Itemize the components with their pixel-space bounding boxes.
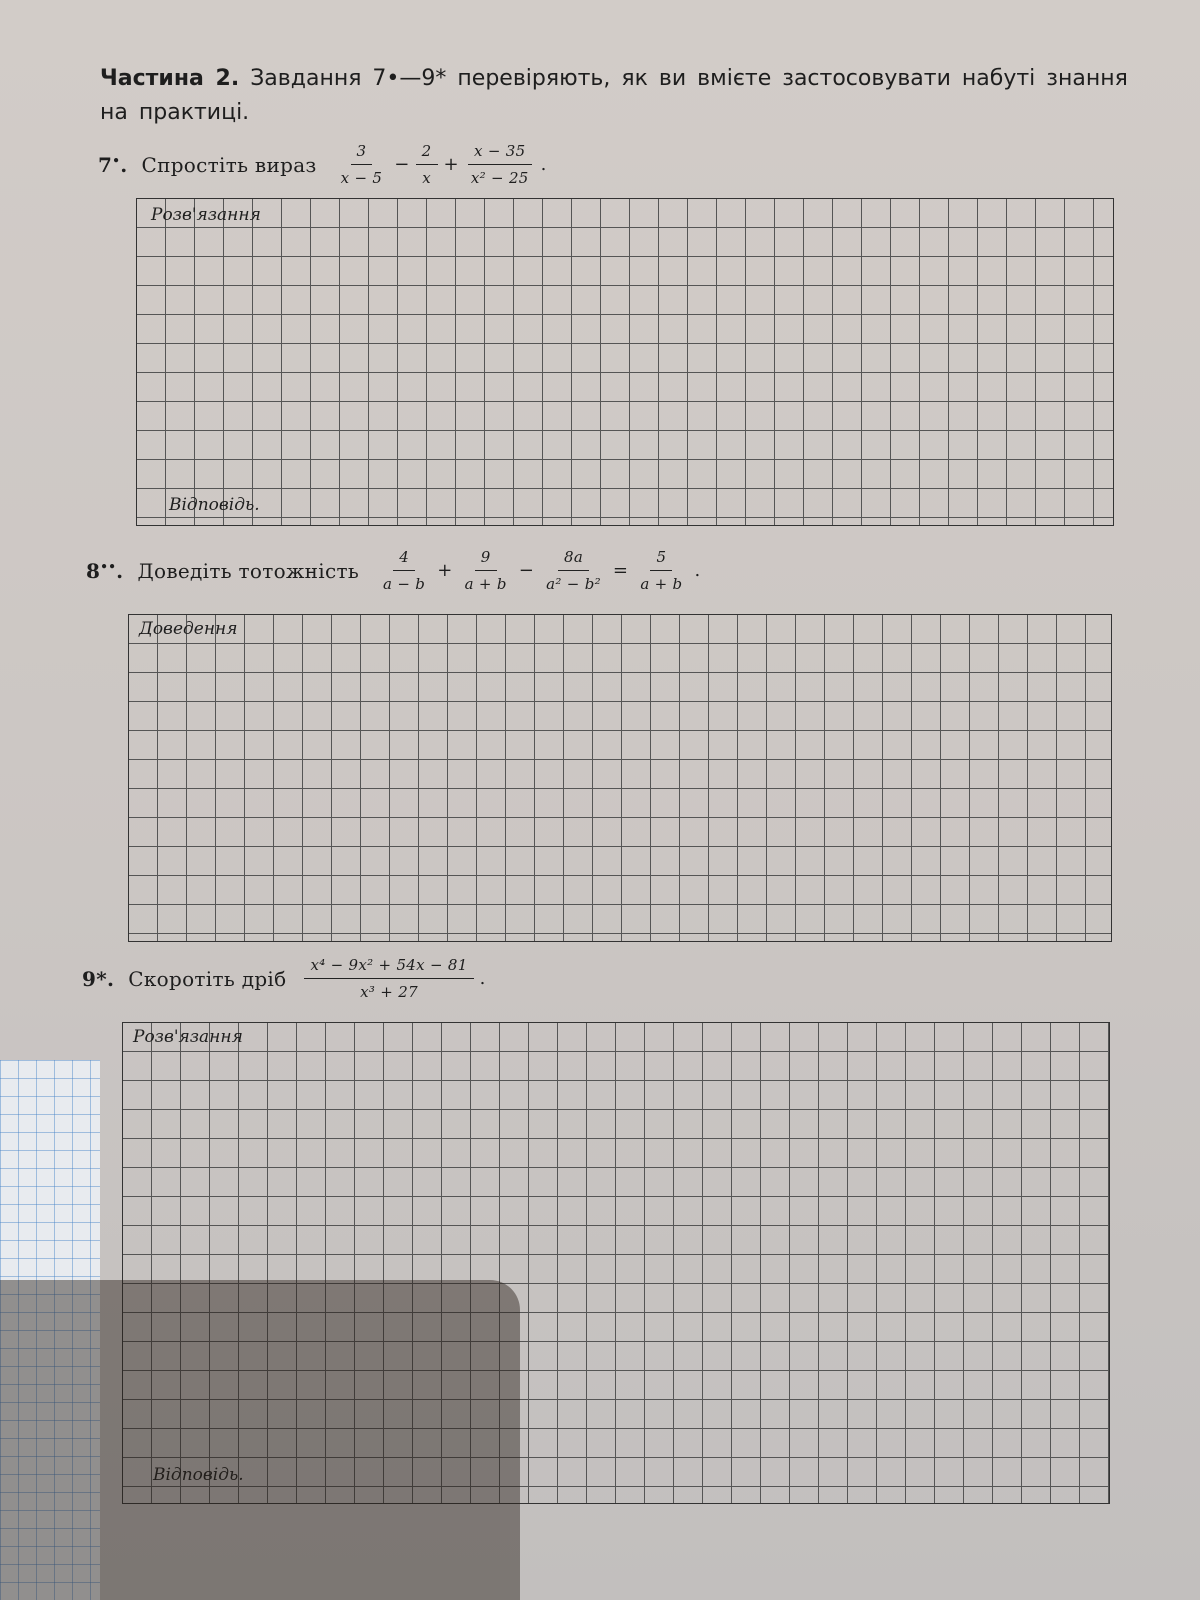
period: .: [540, 154, 547, 175]
operator: −: [518, 560, 535, 581]
fraction: $\frac{5}{a + b}$: [640, 548, 683, 593]
operator: −: [394, 154, 410, 175]
fraction: $\frac{\text{x⁴ − 9x² + 54x − 81}}{\text{x³ + 27}}$: [304, 956, 473, 1001]
task-number: 9*.: [82, 966, 115, 991]
part-title: Частина 2.: [100, 66, 240, 91]
period: .: [479, 968, 486, 989]
task-instruction: Спростіть вираз: [141, 152, 317, 177]
proof-grid-task-8[interactable]: [128, 614, 1112, 942]
answer-grid-task-7[interactable]: [136, 198, 1114, 526]
task-9: [82, 956, 488, 1001]
fraction: $\frac{9}{a + b}$: [464, 548, 507, 593]
graph-paper-underneath: [0, 1060, 100, 1600]
part-header: [100, 62, 1130, 130]
task-number: 7•.: [98, 152, 128, 177]
task-instruction: Доведіть тотожність: [137, 558, 360, 583]
operator: =: [612, 560, 629, 581]
task-number: 8••.: [86, 558, 124, 583]
period: .: [694, 560, 701, 581]
fraction: $\frac{4}{a - b}$: [383, 548, 426, 593]
answer-label: Відповідь.: [169, 495, 260, 515]
task-instruction: Скоротіть дріб: [128, 966, 287, 991]
proof-label: Доведення: [139, 619, 238, 639]
task-7: [98, 142, 549, 187]
operator: +: [443, 154, 459, 175]
fraction: $\frac{x - 35}{\text{x² − 25}}$: [465, 142, 535, 187]
task-8: [86, 548, 703, 593]
solution-label: Розв'язання: [151, 205, 261, 225]
part-description: Завдання 7•—9* перевіряють, як ви вмієте застосовувати набуті знання на практиці.: [100, 66, 1128, 125]
fraction: $\frac{2}{x}$: [416, 142, 438, 187]
answer-label: Відповідь.: [153, 1465, 244, 1485]
fraction: $\frac{3}{x - 5}$: [340, 142, 383, 187]
answer-grid-task-9[interactable]: [122, 1022, 1110, 1504]
fraction: $\frac{8a}{\text{a² − b²}}$: [546, 548, 601, 593]
operator: +: [437, 560, 453, 581]
solution-label: Розв'язання: [133, 1027, 243, 1047]
